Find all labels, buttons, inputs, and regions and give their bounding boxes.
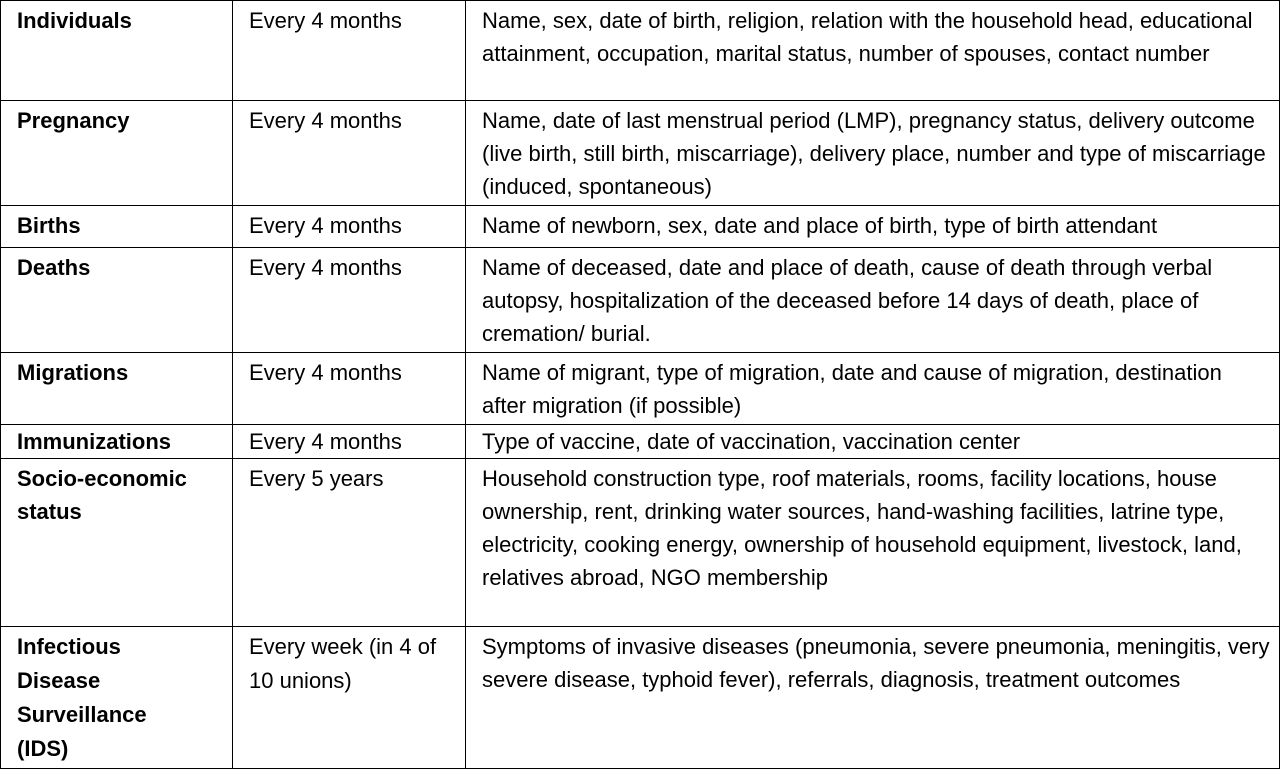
row-data-collected: Household construction type, roof materials, rooms, facility locations, house ownership, rent, drinking water sources, hand-washing facilities, latrine type, electricity, cooking energy, ownership of household equipment, livestock, land, relatives abroad, NGO membership [466,459,1280,627]
row-frequency: Every 4 months [233,425,466,459]
table-row [1,459,1280,627]
row-frequency: Every 4 months [233,248,466,353]
row-data-collected: Name, date of last menstrual period (LMP), pregnancy status, delivery outcome (live birth, still birth, miscarriage), delivery place, number and type of miscarriage (induced, spontaneous) [466,101,1280,206]
table-row [1,101,1280,206]
row-frequency: Every 4 months [233,353,466,425]
row-category: Immunizations [1,425,233,459]
row-data-collected: Name, sex, date of birth, religion, relation with the household head, educational attainment, occupation, marital status, number of spouses, contact number [466,1,1280,101]
row-data-collected: Name of newborn, sex, date and place of birth, type of birth attendant [466,206,1280,248]
row-category: Births [1,206,233,248]
row-frequency: Every week (in 4 of 10 unions) [233,627,466,769]
table-row [1,206,1280,248]
row-category: Infectious Disease Surveillance (IDS) [1,627,233,769]
table-row [1,248,1280,353]
row-frequency: Every 4 months [233,1,466,101]
row-category: Individuals [1,1,233,101]
row-data-collected: Name of deceased, date and place of death, cause of death through verbal autopsy, hospitalization of the deceased before 14 days of death, place of cremation/ burial. [466,248,1280,353]
table-row [1,353,1280,425]
row-frequency: Every 4 months [233,101,466,206]
row-frequency: Every 4 months [233,206,466,248]
table-row [1,627,1280,769]
row-data-collected: Symptoms of invasive diseases (pneumonia, severe pneumonia, meningitis, very severe disease, typhoid fever), referrals, diagnosis, treatment outcomes [466,627,1280,769]
row-category: Deaths [1,248,233,353]
row-frequency: Every 5 years [233,459,466,627]
table-row [1,425,1280,459]
row-category: Pregnancy [1,101,233,206]
row-data-collected: Type of vaccine, date of vaccination, vaccination center [466,425,1280,459]
row-data-collected: Name of migrant, type of migration, date and cause of migration, destination after migration (if possible) [466,353,1280,425]
row-category: Socio-economic status [1,459,233,627]
row-category: Migrations [1,353,233,425]
table-row [1,1,1280,101]
